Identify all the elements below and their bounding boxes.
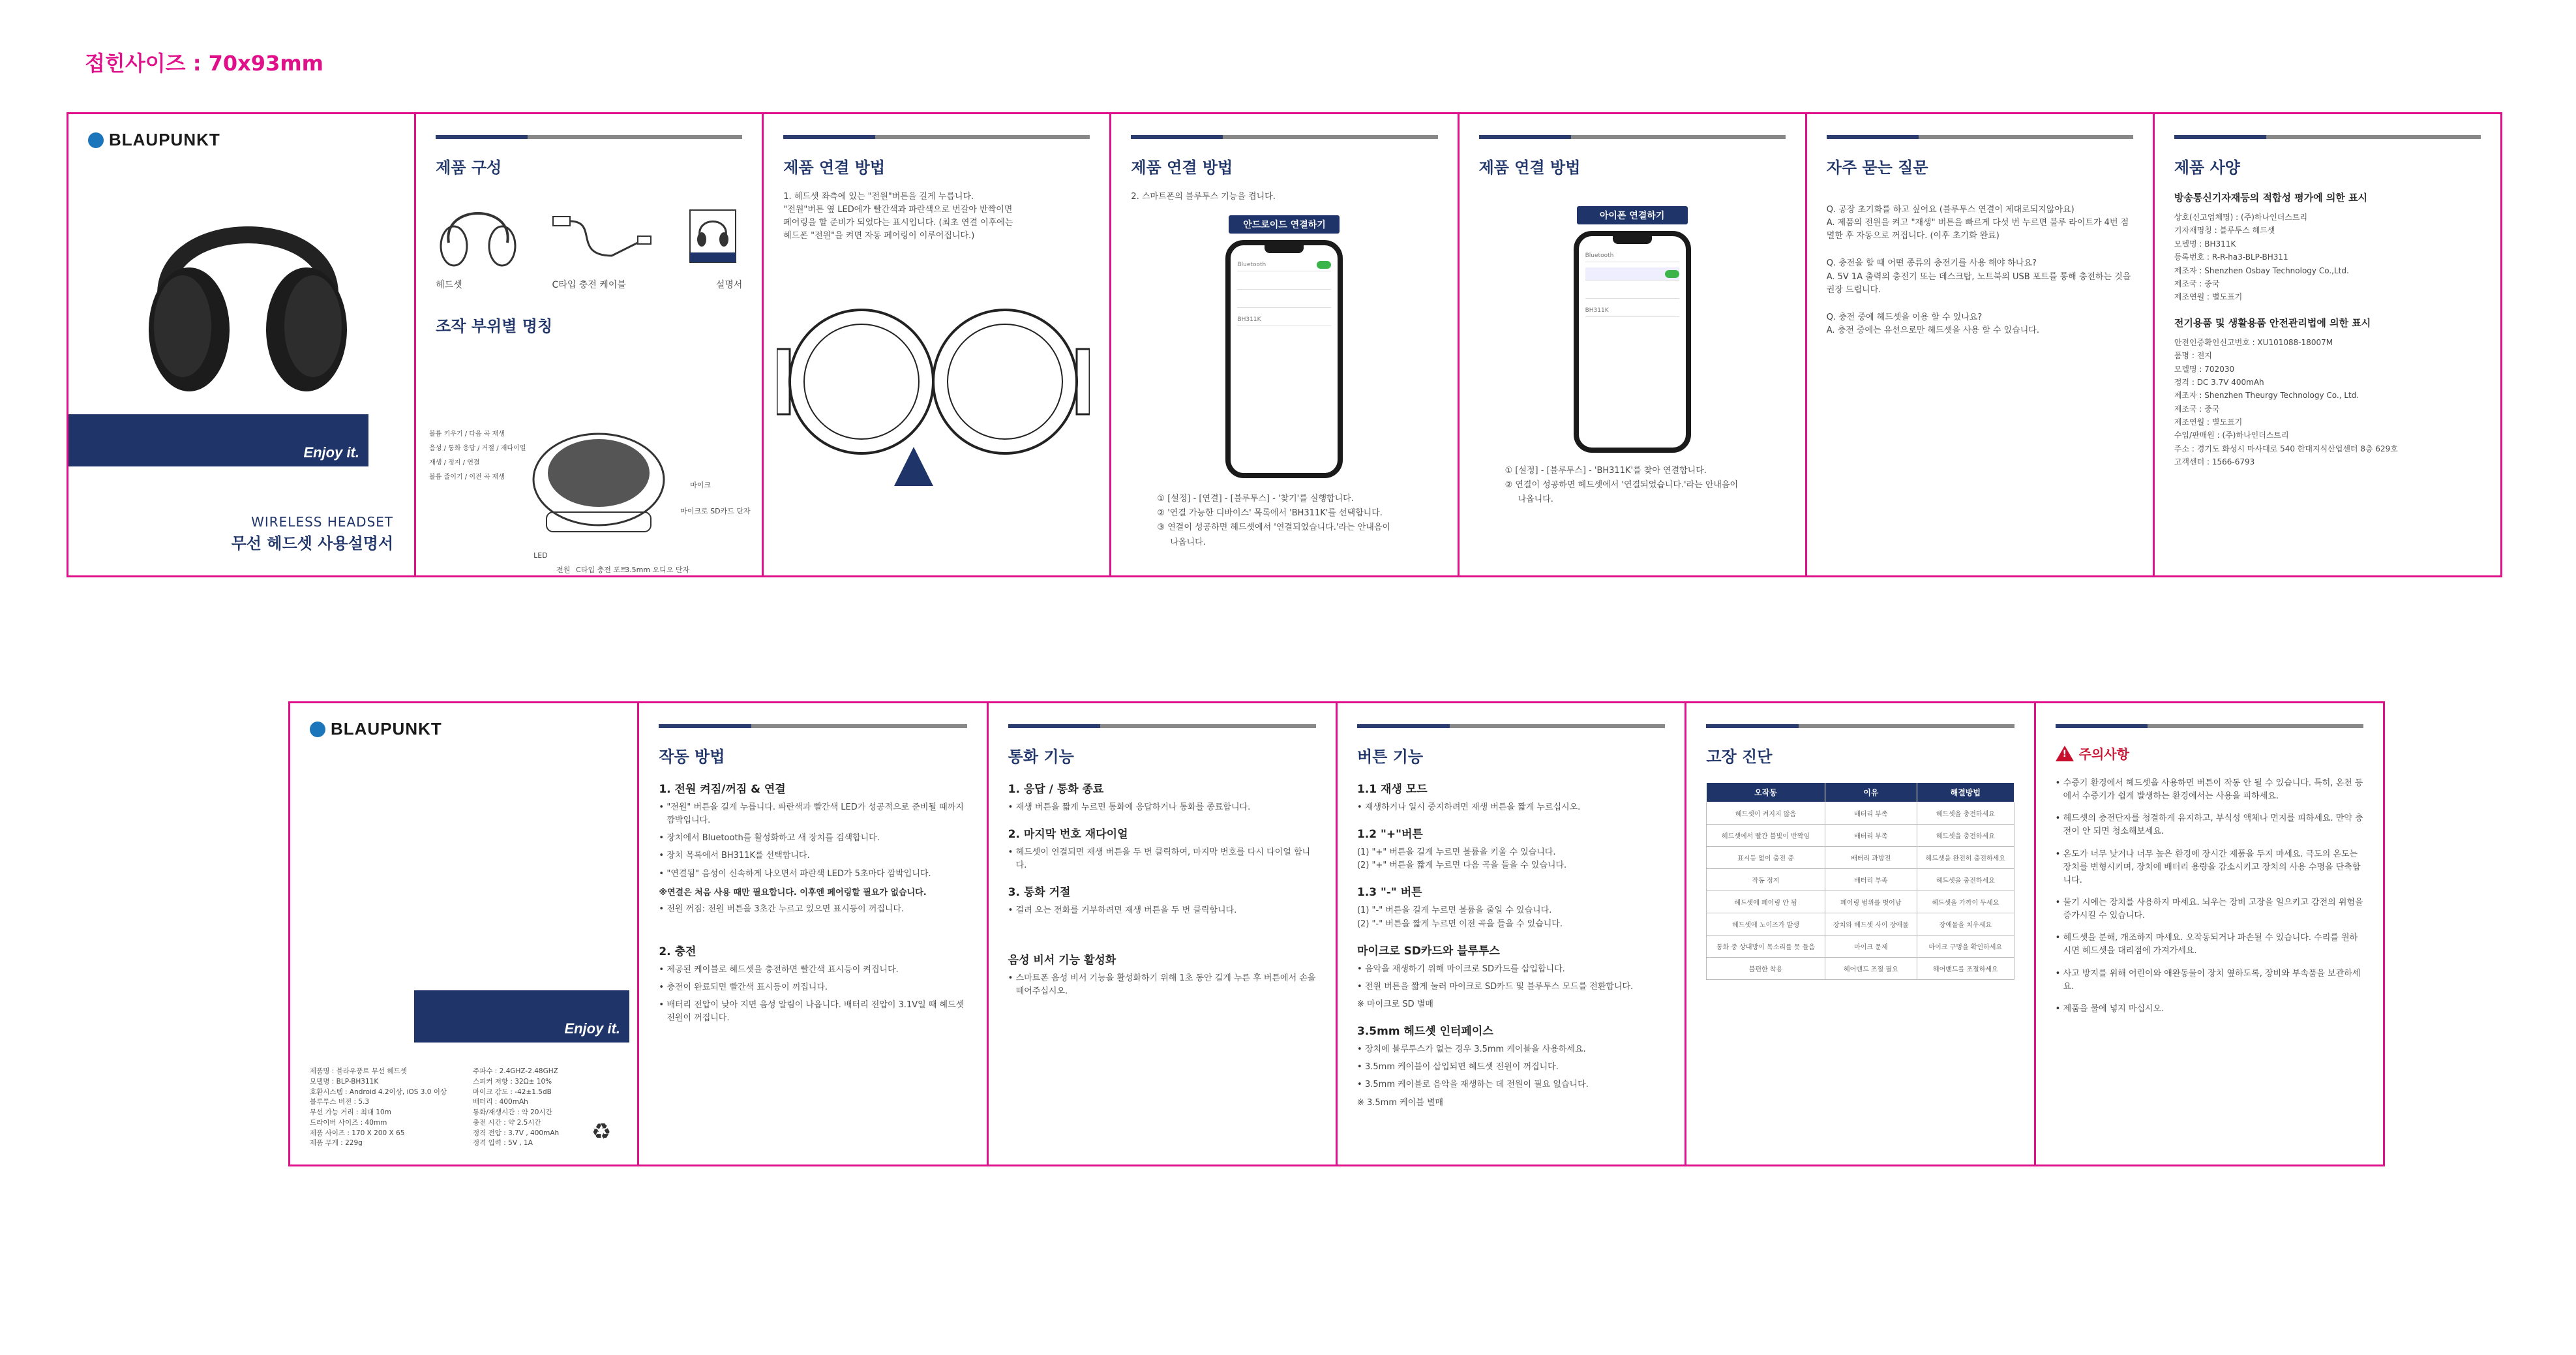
- back-spec-line: 정격 입력 : 5V , 1A: [473, 1139, 533, 1148]
- call-section4: 음성 비서 기능 활성화: [1008, 953, 1116, 967]
- cell: 헤드셋을 가까이 두세요: [1917, 891, 2014, 913]
- pairing2-step: ① [설정] - [연결] - [블루투스] - '찾기'를 실행합니다.: [1157, 494, 1354, 504]
- spec-line: 품명 : 전지: [2174, 351, 2212, 361]
- cell: 작동 정지: [1707, 869, 1825, 891]
- specs-panel: [2155, 114, 2500, 575]
- pairing1-line: 1. 헤드셋 좌측에 있는 "전원"버튼을 길게 누릅니다.: [783, 192, 974, 202]
- cell: 마이크 구멍을 확인하세요: [1917, 936, 2014, 958]
- cell: 배터리 부족: [1825, 802, 1917, 825]
- manual-icon: [683, 197, 742, 269]
- pairing2-step: ③ 연결이 성공하면 헤드셋에서 '연결되었습니다.'라는 안내음이: [1157, 523, 1390, 533]
- cell: 헤드셋을 충전하세요: [1917, 825, 2014, 847]
- faq-list: [1827, 204, 2133, 337]
- back-spec-line: 제품 사이즈 : 170 X 200 X 65: [310, 1129, 405, 1137]
- faq-question: Q. 충전을 할 때 어떤 종류의 충전기를 사용 해야 하나요?: [1826, 258, 2037, 269]
- cover-title: 무선 헤드셋 사용설명서: [231, 534, 394, 553]
- caution-item: • 제품을 물에 넣지 마십시오.: [2056, 1003, 2363, 1016]
- brand-logo: [310, 719, 618, 739]
- cell: 헤드셋이 켜지지 않음: [1707, 802, 1825, 825]
- btn-section2: 1.2 "+"버튼: [1356, 828, 1423, 842]
- back-spec-line: 제품 무게 : 229g: [310, 1139, 363, 1148]
- brand-logo: [88, 130, 395, 150]
- btn-note: ※ 3.5mm 케이블 별매: [1356, 1097, 1444, 1108]
- btn-section1: 1.1 재생 모드: [1356, 783, 1428, 796]
- item-manual: 설명서: [715, 280, 743, 290]
- spec-line: 제조국 : 중국: [2174, 404, 2220, 414]
- call-title: 통화 기능: [1008, 748, 1074, 766]
- cell: 배터리 부족: [1825, 869, 1917, 891]
- faq-question: Q. 공장 초기화를 하고 싶어요 (블루투스 연결이 제대로되지않아요): [1826, 205, 2074, 215]
- trouble-panel: [1686, 703, 2035, 1165]
- spec-line: 안전인증확인신고번호 : XU101088-18007M: [2174, 337, 2333, 347]
- back-spec-line: 제품명 : 블라우풍트 무선 헤드셋: [310, 1067, 407, 1075]
- warning-icon: [2056, 746, 2074, 761]
- call-panel: [989, 703, 1338, 1165]
- caution-title: 주의사항: [2078, 746, 2129, 762]
- headphone-icon: [140, 166, 355, 401]
- logo-dot-icon: [88, 132, 104, 148]
- spec-line: 제조자 : Shenzhen Osbay Technology Co.,Ltd.: [2174, 266, 2349, 275]
- back-spec-line: 블루투스 버전 : 5.3: [310, 1098, 370, 1106]
- enjoy-banner: [68, 414, 368, 466]
- table-row: [1707, 825, 2014, 847]
- spec-line: 수입/판매원 : (주)하나인더스트리: [2174, 431, 2289, 440]
- controls-title: 조작 부위별 명칭: [436, 317, 553, 335]
- call-item: • 스마트폰 음성 비서 기능을 활성화하기 위해 1초 동안 길게 누른 후 버튼에서 손을 떼어주십시오.: [1008, 972, 1316, 998]
- cover-panel: [68, 114, 416, 575]
- table-row: [1707, 891, 2014, 913]
- iphone-device-item[interactable]: BH311K: [1585, 307, 1609, 314]
- op-item: • 충전이 완료되면 빨간색 표시등이 꺼집니다.: [659, 981, 966, 994]
- toggle-icon: [1317, 261, 1331, 269]
- op-item: • 제공된 케이블로 헤드셋을 충전하면 빨간색 표시등이 켜집니다.: [659, 964, 966, 977]
- btn-section3: 1.3 "-" 버튼: [1356, 886, 1422, 900]
- back-spec-line: 통화/재생시간 : 약 20시간: [473, 1108, 552, 1116]
- section-bar: [783, 135, 1090, 139]
- spec-line: 제조연월 : 별도표기: [2174, 418, 2243, 427]
- cell: 통화 중 상대방이 목소리를 못 들음: [1707, 936, 1825, 958]
- label-vol-up: 볼륨 키우기 / 다음 곡 재생: [429, 431, 505, 438]
- components-title: 제품 구성: [436, 159, 502, 177]
- btn-item: • 음악을 재생하기 위해 마이크로 SD카드를 삽입합니다.: [1357, 963, 1665, 976]
- section-bar: [2056, 724, 2363, 728]
- table-row: [1707, 936, 2014, 958]
- cell: 헤드셋에서 빨간 불빛이 반짝임: [1707, 825, 1825, 847]
- buttons-title: 버튼 기능: [1356, 748, 1424, 766]
- caution-item: • 헤드셋의 충전단자를 청결하게 유지하고, 부식성 액체나 먼지를 피하세요. 만약 충전이 안 되면 청소해보세요.: [2056, 812, 2363, 838]
- label-power: 전원: [556, 566, 571, 574]
- faq-question: Q. 충전 중에 헤드셋을 이용 할 수 있나요?: [1826, 312, 1983, 322]
- back-cover-panel: [290, 703, 639, 1165]
- spec-line: 제조자 : Shenzhen Theurgy Technology Co., Ltd.: [2174, 391, 2359, 401]
- item-headset: 헤드셋: [436, 280, 462, 290]
- btn-line: (2) "+" 버튼을 짧게 누르면 다음 곡을 들을 수 있습니다.: [1356, 860, 1567, 871]
- pairing3-title: 제품 연결 방법: [1478, 159, 1581, 177]
- cell: 마이크 문제: [1825, 936, 1917, 958]
- cell: 배터리 과방전: [1825, 847, 1917, 869]
- table-row: [1707, 802, 2014, 825]
- btn-section4: 마이크로 SD카드와 블루투스: [1356, 944, 1500, 958]
- tagline: Enjoy it.: [564, 1020, 620, 1037]
- headset-outline-icon: [436, 197, 520, 269]
- back-spec-line: 스피커 저항 : 32Ω± 10%: [473, 1077, 552, 1086]
- cell: 헤드셋을 충전하세요: [1917, 802, 2014, 825]
- spec-section2: 전기용품 및 생활용품 안전관리법에 의한 표시: [2174, 316, 2371, 329]
- trouble-header: 해결방법: [1917, 783, 2014, 802]
- op-item: • 장치 목록에서 BH311K를 선택합니다.: [659, 849, 966, 862]
- table-row: [1707, 869, 2014, 891]
- btn-line: (1) "+" 버튼을 길게 누르면 볼륨을 키울 수 있습니다.: [1356, 847, 1556, 858]
- pairing2-intro: 2. 스마트폰의 블루투스 기능을 켭니다.: [1131, 192, 1276, 202]
- brand-name: BLAUPUNKT: [109, 130, 220, 149]
- caution-item: • 수증기 환경에서 헤드셋을 사용하면 버튼이 작동 안 될 수 있습니다. 특히, 온천 등에서 수증기가 쉽게 발생하는 환경에서는 사용을 피하세요.: [2056, 777, 2363, 803]
- pairing2-panel: [1111, 114, 1459, 575]
- fold-size-label: 접힌사이즈 : 70x93mm: [85, 51, 324, 76]
- section-bar: [1827, 135, 2133, 139]
- cell: 불편한 착용: [1707, 958, 1825, 980]
- spec-line: 모델명 : BH311K: [2174, 239, 2236, 249]
- spec-line: 등록번호 : R-R-ha3-BLP-BH311: [2174, 252, 2288, 262]
- cell: 헤드셋을 완전히 충전하세요: [1917, 847, 2014, 869]
- caution-item: • 온도가 너무 낮거나 너무 높은 환경에 장시간 제품을 두지 마세요. 극도의 온도는 장치를 변형시키며, 장치에 배터리 용량을 감소시키고 장치의 사용 수명을 단축합니다.: [2056, 848, 2363, 887]
- spec-line: 주소 : 경기도 화성시 마사대로 540 한대지식산업센터 8층 629호: [2174, 444, 2398, 453]
- call-section3: 3. 통화 거절: [1008, 886, 1071, 900]
- item-cable: C타입 충전 케이블: [552, 280, 626, 290]
- buttons-panel: [1338, 703, 1686, 1165]
- android-device-item[interactable]: BH311K: [1237, 316, 1261, 323]
- section-bar: [1131, 135, 1437, 139]
- table-row: [1707, 958, 2014, 980]
- brand-name: BLAUPUNKT: [331, 719, 442, 738]
- section-bar: [2174, 135, 2481, 139]
- manual-front-strip: [67, 112, 2502, 577]
- manual-back-strip: [288, 701, 2385, 1166]
- headset-power-icon: [777, 284, 1090, 499]
- trouble-header: 이유: [1825, 783, 1917, 802]
- pairing1-panel: [764, 114, 1111, 575]
- pairing2-title: 제품 연결 방법: [1131, 159, 1233, 177]
- btn-item: • 전원 버튼을 짧게 눌러 마이크로 SD카드 및 블루투스 모드를 전환합니다.: [1357, 981, 1665, 994]
- pairing1-line: 페어링을 할 준비가 되었다는 표시입니다. (최초 연결 이후에는: [783, 218, 1013, 228]
- cell: 헤드셋을 충전하세요: [1917, 869, 2014, 891]
- label-vol-down: 볼륨 줄이기 / 이전 곡 재생: [429, 474, 505, 481]
- back-spec-line: 모델명 : BLP-BH311K: [310, 1077, 379, 1086]
- section-bar: [659, 724, 966, 728]
- table-row: [1707, 913, 2014, 936]
- cable-icon: [547, 197, 657, 269]
- pairing3-step: ① [설정] - [블루투스] - 'BH311K'를 찾아 연결합니다.: [1505, 466, 1707, 476]
- cell: 배터리 부족: [1825, 825, 1917, 847]
- faq-answer: A. 제품의 전원을 켜고 "재생" 버튼을 빠르게 다섯 번 누르면 불루 라이트가 4번 점멸한 후 자동으로 꺼집니다. (이후 초기화 완료): [1826, 218, 2129, 241]
- back-spec-line: 주파수 : 2.4GHZ-2.48GHZ: [473, 1067, 558, 1075]
- back-spec-line: 드라이버 사이즈 : 40mm: [310, 1118, 387, 1127]
- label-charge-port: C타입 충전 포트: [576, 566, 627, 574]
- toggle-icon: [1665, 270, 1679, 278]
- iphone-phone: [1574, 231, 1691, 453]
- enjoy-banner: [414, 990, 629, 1043]
- pairing1-line: "전원"버튼 옆 LED에가 빨간색과 파란색으로 번갈아 반짝이면: [783, 205, 1013, 215]
- earcup-controls-icon: [527, 421, 670, 551]
- caution-item: • 헤드셋을 분해, 개조하지 마세요. 오작동되거나 파손될 수 있습니다. 수리를 원하시면 헤드셋을 대리점에 가져가세요.: [2056, 932, 2363, 958]
- logo-dot-icon: [310, 722, 325, 737]
- cell: 헤드셋에 노이즈가 발생: [1707, 913, 1825, 936]
- iphone-screen-title: Bluetooth: [1585, 252, 1614, 259]
- pairing2-step: 나옵니다.: [1170, 537, 1206, 547]
- call-item: • 헤드셋이 연결되면 재생 버튼을 두 번 클릭하여, 마지막 번호를 다시 다이얼 합니다.: [1008, 846, 1316, 872]
- section-bar: [1008, 724, 1316, 728]
- label-sd: 마이크로 SD카드 단자: [680, 507, 751, 515]
- spec-line: 모델명 : 702030: [2174, 364, 2235, 374]
- label-call: 음성 / 통화 응답 / 거절 / 재다이얼: [429, 445, 526, 452]
- faq-answer: A. 5V 1A 출력의 충전기 또는 데스크탑, 노트북의 USB 포트를 통해 충전하는 것을 권장 드립니다.: [1826, 271, 2131, 295]
- btn-item: • 3.5mm 케이블로 음악을 재생하는 데 전원이 필요 없습니다.: [1357, 1078, 1665, 1091]
- op-section1: 1. 전원 켜짐/꺼짐 & 연결: [659, 783, 786, 796]
- btn-line: (2) "-" 버튼을 짧게 누르면 이전 곡을 들을 수 있습니다.: [1356, 919, 1563, 929]
- android-phone: Bluetooth BH311K: [1225, 240, 1343, 478]
- recycle-icon: ♻: [591, 1119, 612, 1145]
- caution-panel: [2036, 703, 2383, 1165]
- pairing3-step: ② 연결이 성공하면 헤드셋에서 '연결되었습니다.'라는 안내음이: [1505, 480, 1739, 491]
- btn-note: ※ 마이크로 SD 별매: [1356, 999, 1433, 1009]
- pairing3-step: 나옵니다.: [1518, 495, 1553, 505]
- caution-item: • 사고 방지를 위해 어린이와 애완동물이 장치 옆하도록, 장비와 부속품을 보관하세요.: [2056, 967, 2363, 994]
- btn-item: • 장치에 블루투스가 없는 경우 3.5mm 케이블을 사용하세요.: [1357, 1043, 1665, 1056]
- op-item: • 배터리 전압이 낮아 지면 음성 알림이 나옵니다. 배터리 전압이 3.1V일 때 헤드셋 전원이 꺼집니다.: [659, 999, 966, 1025]
- label-led: LED: [533, 551, 548, 560]
- cover-subtitle: WIRELESS HEADSET: [251, 514, 394, 530]
- op-item: • "연결됨" 음성이 신속하게 나오면서 파란색 LED가 5초마다 깜박입니다.: [659, 868, 966, 881]
- op-section2: 2. 충전: [659, 945, 696, 958]
- op-note: ※연결은 처음 사용 때만 필요합니다. 이후엔 페어링할 필요가 없습니다.: [659, 887, 927, 898]
- call-section2: 2. 마지막 번호 재다이얼: [1008, 828, 1128, 842]
- pairing1-title: 제품 연결 방법: [783, 159, 886, 177]
- spec-line: 고객센터 : 1566-6793: [2174, 457, 2255, 467]
- call-item: • 재생 버튼을 짧게 누르면 통화에 응답하거나 통화를 종료합니다.: [1008, 801, 1316, 814]
- iphone-pill: 아이폰 연결하기: [1577, 206, 1688, 224]
- back-spec-line: 호환시스템 : Android 4.2이상, iOS 3.0 이상: [310, 1088, 447, 1096]
- faq-answer: A. 충전 중에는 유선으로만 헤드셋을 사용 할 수 있습니다.: [1826, 325, 2039, 335]
- back-spec-line: 무선 가능 거리 : 최대 10m: [310, 1108, 391, 1116]
- section-bar: [1479, 135, 1786, 139]
- cell: 장치와 헤드셋 사이 장애물: [1825, 913, 1917, 936]
- call-item: • 걸려 오는 전화를 거부하려면 재생 버튼을 두 번 클릭합니다.: [1008, 904, 1316, 917]
- label-audio-jack: 3.5mm 오디오 단자: [625, 566, 690, 574]
- back-spec-line: 정격 전압 : 3.7V , 400mAh: [473, 1129, 560, 1137]
- btn-item: • 3.5mm 케이블이 삽입되면 헤드셋 전원이 꺼집니다.: [1357, 1061, 1665, 1074]
- cell: 헤어밴드 조절 필요: [1825, 958, 1917, 980]
- caution-heading: [2056, 744, 2363, 763]
- btn-section5: 3.5mm 헤드셋 인터페이스: [1356, 1025, 1493, 1039]
- specs-title: 제품 사양: [2174, 159, 2240, 177]
- caution-item: • 물기 시에는 장치를 사용하지 마세요. 뇌우는 장비 고장을 일으키고 감전의 위험을 증가시킬 수 있습니다.: [2056, 896, 2363, 922]
- spec-line: 제조연월 : 별도표기: [2174, 292, 2243, 302]
- components-images: [436, 190, 742, 269]
- tagline: Enjoy it.: [303, 444, 359, 461]
- pairing3-panel: [1460, 114, 1807, 575]
- call-section1: 1. 응답 / 통화 종료: [1008, 783, 1104, 796]
- back-spec-line: 충전 시간 : 약 2.5시간: [473, 1118, 541, 1127]
- faq-title: 자주 묻는 질문: [1826, 159, 1928, 177]
- spec-section1: 방송통신기자재등의 적합성 평가에 의한 표시: [2174, 192, 2368, 204]
- cell: 헤드셋에 페어링 안 됨: [1707, 891, 1825, 913]
- cell: 헤어밴드를 조절하세요: [1917, 958, 2014, 980]
- spec-line: 상호(신고업체명) : (주)하나인더스트리: [2174, 213, 2308, 222]
- cell: 페어링 범위를 벗어남: [1825, 891, 1917, 913]
- label-mic: 마이크: [690, 481, 711, 489]
- trouble-title: 고장 진단: [1706, 748, 1773, 766]
- section-bar: [1706, 724, 2014, 728]
- cell: 표시등 없이 충전 중: [1707, 847, 1825, 869]
- cell: 장애물을 치우세요: [1917, 913, 2014, 936]
- op-item: • "전원" 버튼을 길게 누릅니다. 파란색과 빨간색 LED가 성공적으로 준비될 때까지 깜박입니다.: [659, 801, 966, 827]
- operation-title: 작동 방법: [659, 748, 725, 766]
- back-specs: [310, 1067, 559, 1149]
- spec-line: 기자재명칭 : 블루투스 헤드셋: [2174, 226, 2275, 236]
- operation-panel: [639, 703, 988, 1165]
- table-row: [1707, 847, 2014, 869]
- label-play: 재생 / 정지 / 연결: [429, 459, 480, 466]
- op-item: • 전원 꺼짐: 전원 버튼을 3초간 누르고 있으면 표시등이 꺼집니다.: [659, 903, 966, 916]
- section-bar: [436, 135, 742, 139]
- back-spec-line: 배터리 : 400mAh: [473, 1098, 528, 1106]
- control-labels-left: [429, 427, 526, 485]
- btn-item: • 재생하거나 일시 중지하려면 재생 버튼을 짧게 누르십시오.: [1357, 801, 1665, 814]
- btn-line: (1) "-" 버튼을 길게 누르면 볼륨을 줄일 수 있습니다.: [1356, 906, 1552, 916]
- spec-line: 제조국 : 중국: [2174, 279, 2220, 288]
- op-item: • 장치에서 Bluetooth를 활성화하고 새 장치를 검색합니다.: [659, 832, 966, 845]
- spec-line: 정격 : DC 3.7V 400mAh: [2174, 377, 2264, 387]
- pairing1-line: 헤드폰 "전원"을 켜면 자동 페어링이 이루어집니다.): [783, 231, 975, 241]
- section-bar: [1357, 724, 1665, 728]
- faq-panel: [1807, 114, 2155, 575]
- back-spec-line: 마이크 감도 : -42±1.5dB: [473, 1088, 552, 1096]
- trouble-header: 오작동: [1707, 783, 1825, 802]
- components-panel: [416, 114, 764, 575]
- pairing2-step: ② '연결 가능한 디바이스' 목록에서 'BH311K'를 선택합니다.: [1157, 508, 1383, 519]
- android-pill: 안드로이드 연결하기: [1229, 215, 1340, 234]
- trouble-table: [1706, 782, 2014, 980]
